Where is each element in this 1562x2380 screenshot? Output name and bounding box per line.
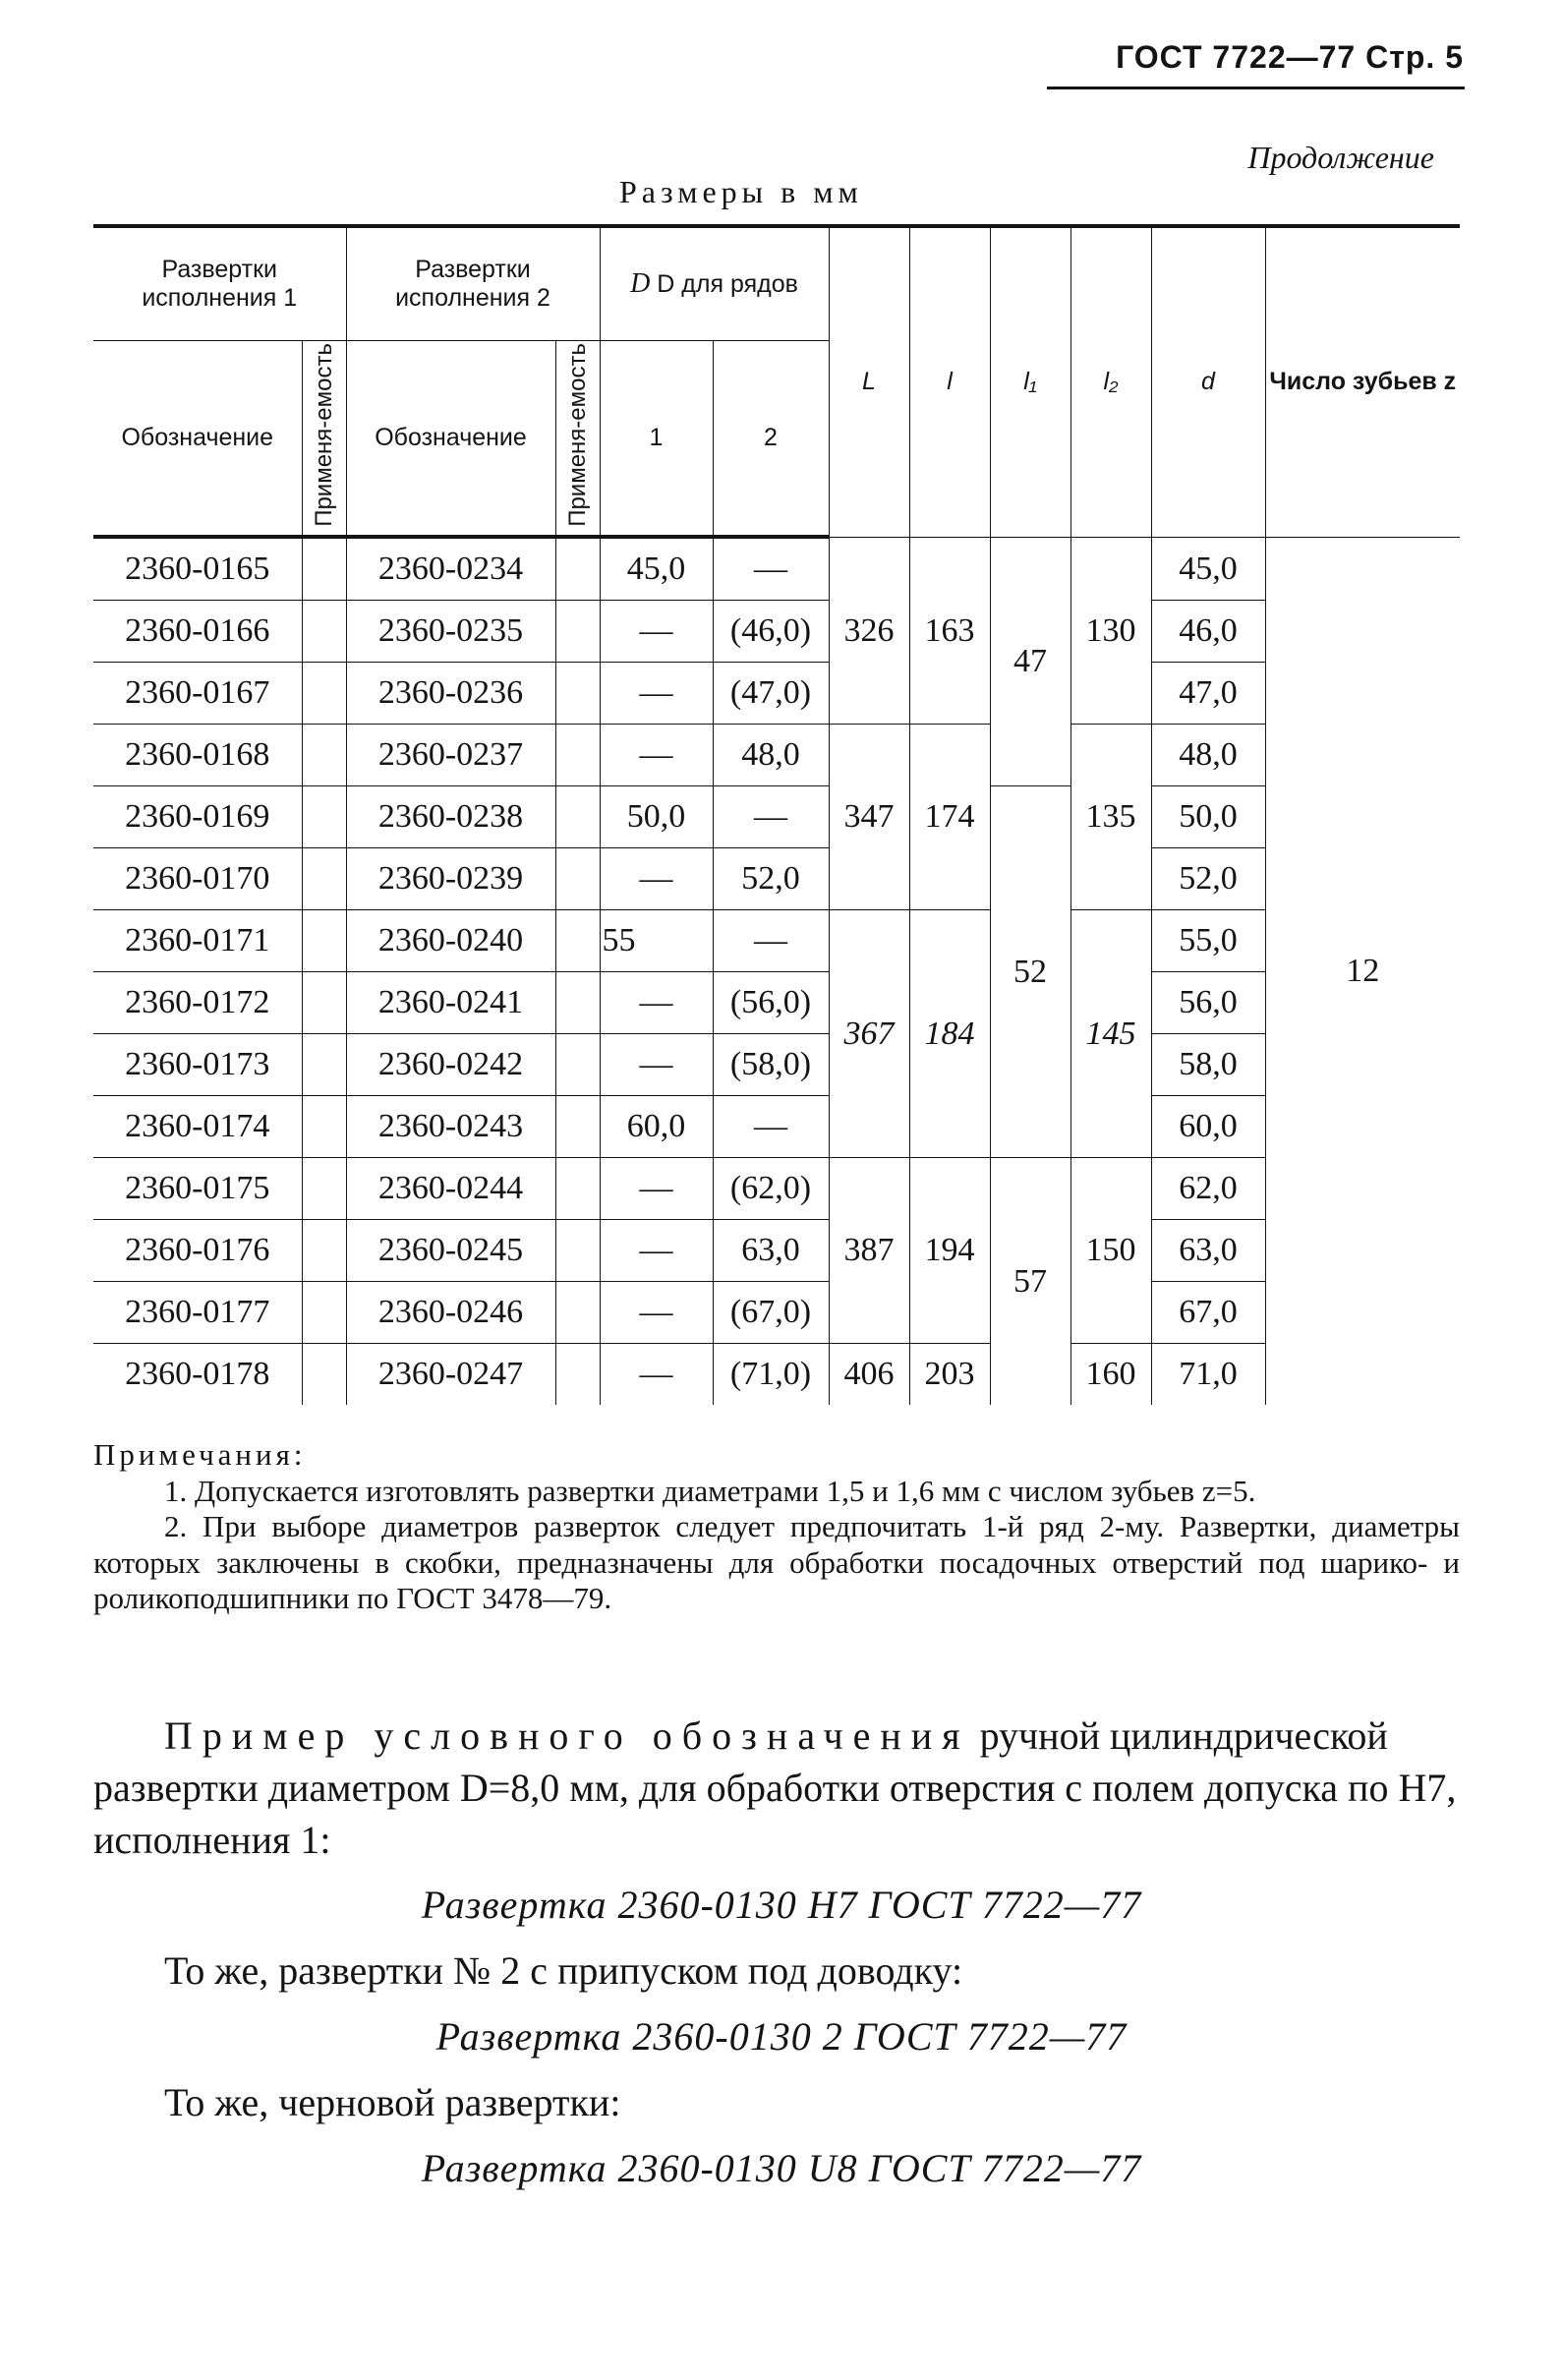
col-l: l [909,226,990,537]
table-row [93,848,1460,910]
designation-example [93,1711,1470,2208]
col-group-d-rows: D D для рядов [600,226,829,340]
designation-2: 2360-0240 [346,910,555,972]
notes-section [93,1437,1460,1617]
l2-value: 145 [1070,910,1151,1158]
applicability-cell [302,1220,346,1282]
col-row2: 2 [713,340,829,537]
designation-1: 2360-0169 [93,786,302,848]
designation-1: 2360-0166 [93,601,302,663]
L-value: 406 [829,1344,909,1406]
d-row1: — [600,725,713,786]
d-value: 52,0 [1151,848,1265,910]
L-value: 387 [829,1158,909,1344]
table-row [93,1158,1460,1220]
d-row1: — [600,663,713,725]
applicability-cell [555,848,600,910]
applicability-label: Применя-емость [310,342,337,527]
designation-1: 2360-0176 [93,1220,302,1282]
d-row1: — [600,1344,713,1406]
col-d: d [1151,226,1265,537]
designation-1: 2360-0172 [93,972,302,1034]
designation-2: 2360-0242 [346,1034,555,1096]
d-row2: (58,0) [713,1034,829,1096]
applicability-cell [302,786,346,848]
applicability-cell [555,663,600,725]
designation-2: 2360-0246 [346,1282,555,1344]
d-row2: — [713,786,829,848]
d-row1: 55 [600,910,713,972]
d-row1: — [600,1220,713,1282]
applicability-cell [302,910,346,972]
d-value: 47,0 [1151,663,1265,725]
applicability-cell [302,601,346,663]
designation-2: 2360-0236 [346,663,555,725]
reamer-table [93,224,1460,1405]
d-row1: — [600,1034,713,1096]
page-header: ГОСТ 7722—77 Стр. 5 [1116,39,1464,75]
L-value: 326 [829,537,909,725]
applicability-cell [302,848,346,910]
designation-2: 2360-0235 [346,601,555,663]
designation-1: 2360-0167 [93,663,302,725]
note-2: 2. При выборе диаметров разверток следует предпочитать 1-й ряд 2-му. Развертки, диаметры которых заключены в скобки, предназначены для обработки посадочных отверстий под шарико- и роликоподшипники по ГОСТ 3478—79. [93,1509,1460,1616]
d-row2: (46,0) [713,601,829,663]
notes-title: Примечания: [93,1437,307,1472]
designation-2: 2360-0247 [346,1344,555,1406]
applicability-cell [302,1282,346,1344]
same-2-text: То же, развертки № 2 с припуском под доводку: [164,1948,963,1994]
l-value: 203 [909,1344,990,1406]
designation-2: 2360-0237 [346,725,555,786]
applicability-cell [555,786,600,848]
l-value: 184 [909,910,990,1158]
applicability-cell [302,663,346,725]
l-value: 174 [909,725,990,910]
table-row [93,1282,1460,1344]
applicability-cell [302,1158,346,1220]
col-applicability-2 [555,340,600,537]
applicability-cell [302,537,346,601]
designation-1: 2360-0175 [93,1158,302,1220]
applicability-cell [555,1220,600,1282]
col-teeth: Число зубьев z [1265,226,1460,537]
applicability-label: Применя-емость [563,342,591,527]
applicability-cell [555,537,600,601]
continuation-label: Продолжение [1247,140,1434,175]
col-L: L [829,226,909,537]
table-row [93,725,1460,786]
l2-value: 150 [1070,1158,1151,1344]
d-value: 48,0 [1151,725,1265,786]
l2-value: 135 [1070,725,1151,910]
table-row [93,663,1460,725]
designation-2: 2360-0244 [346,1158,555,1220]
applicability-cell [302,1096,346,1158]
d-value: 71,0 [1151,1344,1265,1406]
applicability-cell [302,1034,346,1096]
applicability-cell [555,725,600,786]
designation-3-example: Развертка 2360-0130 U8 ГОСТ 7722—77 [421,2145,1142,2190]
d-value: 63,0 [1151,1220,1265,1282]
d-row2: (47,0) [713,663,829,725]
d-value: 46,0 [1151,601,1265,663]
table-row [93,972,1460,1034]
d-row2: 63,0 [713,1220,829,1282]
d-row2: (67,0) [713,1282,829,1344]
applicability-cell [555,1096,600,1158]
designation-1: 2360-0178 [93,1344,302,1406]
d-row2: (71,0) [713,1344,829,1406]
col-group-version2: Развертки исполнения 2 [346,226,600,340]
col-designation-1: Обозначение [93,340,302,537]
col-applicability-1 [302,340,346,537]
d-row2: — [713,1096,829,1158]
applicability-cell [555,910,600,972]
d-rows-label: D для рядов [657,269,798,298]
table-row [93,786,1460,848]
table-row [93,1096,1460,1158]
l-value: 194 [909,1158,990,1344]
applicability-cell [555,1282,600,1344]
table-row [93,1034,1460,1096]
designation-2: 2360-0234 [346,537,555,601]
d-row2: 48,0 [713,725,829,786]
l1-value: 52 [990,786,1070,1158]
note-1: 1. Допускается изготовлять развертки диаметрами 1,5 и 1,6 мм с числом зубьев z=5. [164,1473,1256,1508]
col-row1: 1 [600,340,713,537]
table-row [93,537,1460,601]
example-text: ручной цилиндрической развертки диаметром D=8,0 мм, для обработки отверстия с полем допуска по Н7, исполнения 1: [93,1713,1457,1862]
d-row2: (56,0) [713,972,829,1034]
applicability-cell [302,725,346,786]
d-row2: — [713,537,829,601]
col-designation-2: Обозначение [346,340,555,537]
d-value: 50,0 [1151,786,1265,848]
table-row [93,1344,1460,1406]
applicability-cell [555,1034,600,1096]
designation-2: 2360-0238 [346,786,555,848]
l-value: 163 [909,537,990,725]
applicability-cell [555,972,600,1034]
l2-value: 160 [1070,1344,1151,1406]
d-row1: — [600,972,713,1034]
d-row2: (62,0) [713,1158,829,1220]
d-row1: — [600,601,713,663]
designation-1: 2360-0173 [93,1034,302,1096]
example-lead: Пример условного обозначения [164,1713,970,1758]
col-group-version1: Развертки исполнения 1 [93,226,346,340]
applicability-cell [302,1344,346,1406]
L-value: 347 [829,725,909,910]
d-row2: 52,0 [713,848,829,910]
designation-2: 2360-0239 [346,848,555,910]
example-paragraph [93,1711,1470,1866]
l1-value: 47 [990,537,1070,786]
table-row [93,910,1460,972]
designation-1: 2360-0170 [93,848,302,910]
applicability-cell [555,601,600,663]
d-value: 58,0 [1151,1034,1265,1096]
d-value: 67,0 [1151,1282,1265,1344]
d-row1: — [600,1282,713,1344]
header-rule [1047,87,1465,89]
d-value: 56,0 [1151,972,1265,1034]
designation-1: 2360-0177 [93,1282,302,1344]
designation-1: 2360-0174 [93,1096,302,1158]
d-row1: — [600,848,713,910]
units-caption: Размеры в мм [619,174,863,209]
d-value: 45,0 [1151,537,1265,601]
designation-2-example: Развертка 2360-0130 2 ГОСТ 7722—77 [435,2013,1128,2059]
d-row1: — [600,1158,713,1220]
d-row1: 50,0 [600,786,713,848]
d-row2: — [713,910,829,972]
designation-2: 2360-0241 [346,972,555,1034]
table-row [93,601,1460,663]
d-value: 55,0 [1151,910,1265,972]
designation-1-example: Развертка 2360-0130 Н7 ГОСТ 7722—77 [421,1883,1142,1928]
designation-1: 2360-0165 [93,537,302,601]
teeth-value: 12 [1265,537,1460,1405]
l1-value: 57 [990,1158,1070,1406]
col-l2: l₂ [1070,226,1151,537]
d-value: 60,0 [1151,1096,1265,1158]
d-row1: 45,0 [600,537,713,601]
l2-value: 130 [1070,537,1151,725]
L-value: 367 [829,910,909,1158]
designation-1: 2360-0168 [93,725,302,786]
col-l1: l₁ [990,226,1070,537]
same-3-text: То же, черновой развертки: [164,2079,621,2124]
designation-1: 2360-0171 [93,910,302,972]
table-row [93,1220,1460,1282]
d-value: 62,0 [1151,1158,1265,1220]
applicability-cell [302,972,346,1034]
designation-2: 2360-0245 [346,1220,555,1282]
applicability-cell [555,1344,600,1406]
applicability-cell [555,1158,600,1220]
d-row1: 60,0 [600,1096,713,1158]
designation-2: 2360-0243 [346,1096,555,1158]
